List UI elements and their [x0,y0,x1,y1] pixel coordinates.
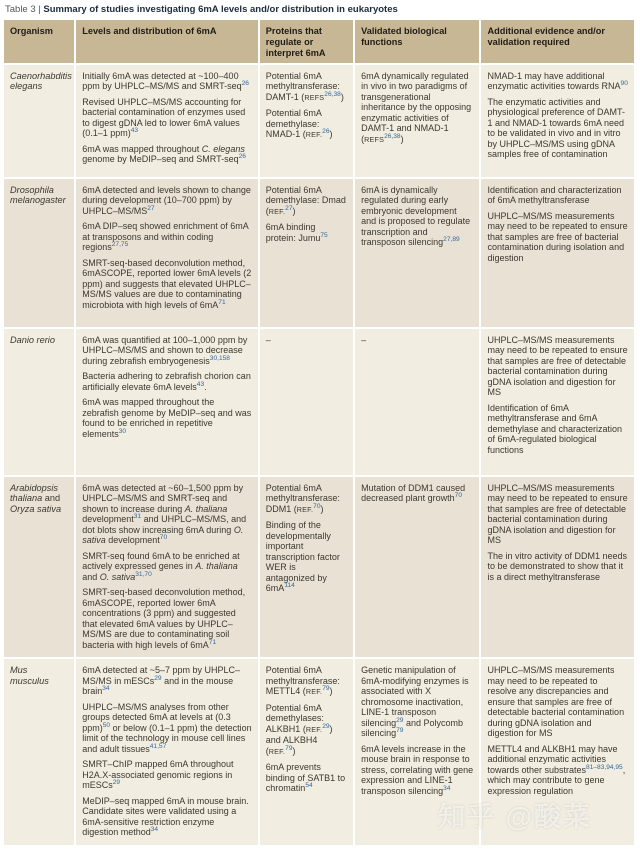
cell-organism [4,65,74,177]
species-name: O. sativa [99,571,136,582]
cell-levels [76,477,258,658]
species-name: O. sativa [82,524,244,546]
column-header-3: Proteins that regulate or interpret 6mA [260,20,353,63]
reference-link[interactable]: 70 [159,534,168,542]
ref-label: REFS [304,92,325,102]
reference-link[interactable]: 54 [305,782,313,790]
text-paragraph: – [361,334,367,345]
reference-link[interactable]: 29 [112,779,121,787]
reference-link[interactable]: 75 [320,231,328,239]
table-row [4,65,634,177]
species-name: C. elegans [201,143,245,154]
cell-functions [355,477,479,658]
text-paragraph: SMRT-seq-based deconvolution method, 6mASCOPE, reported lower 6mA concentrations (3 ppm) and suggested that elevated 6mA values by UHPLC–MS/MS are due to contaminating soil bacteria with high levels of 6mA$^{71}$ [82,587,246,650]
reference-link[interactable]: 41,57 [149,742,167,750]
cell-functions [355,65,479,177]
cell-organism [4,179,74,327]
reference-link[interactable]: 26,38 [384,132,401,140]
reference-link[interactable]: 26 [322,128,330,136]
species-name: Oryza sativa [10,503,62,514]
cell-additional [481,179,634,327]
table-row [4,477,634,658]
text-paragraph: Initially 6mA was detected at ~100–400 ppm by UHPLC–MS/MS and SMRT-seq$^{26}$ [82,70,249,92]
summary-table [2,18,636,847]
table-header-row [4,20,634,63]
text-paragraph: Potential 6mA demethylase: NMAD-1 (REF.$^{26}$) [265,108,333,140]
cell-functions [355,659,479,845]
text-paragraph: 6mA detected at ~5–7 ppm by UHPLC–MS/MS in mESCs$^{29}$ and in the mouse brain$^{34}$ [82,665,241,697]
cell-functions [355,179,479,327]
text-paragraph: SMRT-seq found 6mA to be enriched at actively expressed genes in A. thaliana and O. sativa$^{31,70}$ [82,550,240,582]
table-row [4,329,634,475]
column-header-1: Organism [4,20,74,63]
text-paragraph: 6mA is dynamically regulated during early embryonic development and is proposed to regulate transcription and transposon silencing$^{27,89}$ [361,184,471,248]
text-paragraph: UHPLC–MS/MS measurements may need to be repeated to ensure that samples are free of detectable bacterial contamination during gDNA isolation and digestion for MS [487,334,628,398]
reference-link[interactable]: 34 [443,784,451,792]
text-paragraph: Identification of 6mA methyltransferase and 6mA demethylase and characterization of 6mA-regulated biological functions [487,402,623,455]
cell-additional [481,477,634,658]
cell-proteins [260,659,353,845]
reference-link[interactable]: 29 [396,716,404,724]
reference-link[interactable]: 26,38 [324,90,341,98]
reference-link[interactable]: 30 [118,427,127,435]
watermark: 知乎 @酸菜 [438,802,592,832]
text-paragraph: Potential 6mA methyltransferase: DAMT-1 (REFS$^{26,38}$) [265,70,344,102]
reference-link[interactable]: 29 [322,722,330,730]
reference-link[interactable]: 70 [313,502,321,510]
species-name: Drosophila melanogaster [10,184,66,206]
reference-link[interactable]: 79 [322,685,330,693]
table-number: Table 3 | [5,4,44,15]
text-paragraph: 6mA DIP–seq showed enrichment of 6mA at transposons and within coding regions$^{27,75}$ [82,221,249,253]
ref-label: REF. [268,746,286,756]
text-paragraph: Potential 6mA methyltransferase: DDM1 (REF.$^{70}$) [265,482,340,514]
species-name: Arabidopsis thaliana [10,482,59,504]
text-paragraph: Identification and characterization of 6mA methyltransferase [487,184,622,206]
cell-levels [76,329,258,475]
reference-link[interactable]: 30,158 [209,354,230,362]
table-row [4,179,634,327]
ref-label: REF. [296,504,314,514]
text-paragraph: METTL4 and ALKBH1 may have additional enzymatic activities towards other substrates$^{81-83,94,95}$, which may contribute to gene expression regulation [487,743,626,796]
species-name: Caenorhabditis elegans [10,70,72,92]
species-name: Danio rerio [10,334,55,345]
text-paragraph: 6mA was mapped throughout the zebrafish genome by MeDIP–seq and was found to be enriched in repetitive elements$^{30}$ [82,397,252,439]
cell-proteins [260,329,353,475]
text-paragraph: 6mA was quantified at 100–1,000 ppm by UHPLC–MS/MS and shown to decrease during zebrafish embryogenesis$^{30,158}$ [82,334,248,366]
reference-link[interactable]: 43 [130,127,139,135]
column-header-4: Validated biological functions [355,20,479,63]
table-title-text: Summary of studies investigating 6mA levels and/or distribution in eukaryotes [43,4,398,15]
cell-proteins [260,477,353,658]
text-paragraph: SMRT–ChIP mapped 6mA throughout H2A.X-associated genomic regions in mESCs$^{29}$ [82,759,234,791]
cell-additional [481,329,634,475]
reference-link[interactable]: 50 [102,721,111,729]
text-paragraph: Revised UHPLC–MS/MS accounting for bacterial contamination of enzymes used to digest gDNA led to lower 6mA values (0.1–1 ppm)$^{43}$ [82,96,246,139]
text-paragraph: Mutation of DDM1 caused decreased plant growth$^{70}$ [361,482,466,504]
reference-link[interactable]: 27 [147,204,155,212]
text-paragraph: Potential 6mA demethylases: ALKBH1 (REF.$^{29}$) and ALKBH4 (REF.$^{79}$) [265,702,333,756]
text-paragraph: 6mA binding protein: Jumu$^{75}$ [265,222,328,243]
reference-link[interactable]: 70 [454,492,462,500]
text-paragraph: MeDIP–seq mapped 6mA in mouse brain. Candidate sites were validated using a 6mA-sensitive restriction enzyme digestion method$^{34}$ [82,795,249,838]
reference-link[interactable]: 71 [218,298,226,306]
reference-link[interactable]: 43 [196,380,205,388]
reference-link[interactable]: 29 [154,674,162,682]
cell-proteins [260,179,353,327]
text-paragraph: Bacteria adhering to zebrafish chorion can artificially elevate 6mA levels$^{43}$. [82,371,251,392]
cell-levels [76,179,258,327]
text-paragraph: 6mA levels increase in the mouse brain in response to stress, correlating with gene expression and LINE-1 transposon silencing$^{34}$ [361,743,474,796]
text-paragraph: Potential 6mA demethylase: Dmad (REF.$^{27}$) [265,184,346,216]
text-paragraph: Potential 6mA methyltransferase: METTL4 (REF.$^{79}$) [265,665,340,697]
text-paragraph: SMRT-seq-based deconvolution method, 6mASCOPE, reported lower 6mA levels (2 ppm) and suggests that elevated UHPLC–MS/MS values are due to contaminating microbiota with high levels of 6mA$^{71}$ [82,257,252,310]
reference-link[interactable]: 31 [133,513,142,521]
reference-link[interactable]: 27 [285,204,293,212]
text-paragraph: Binding of the developmentally important transcription factor WER is antagonized by 6mA$^{114}$ [265,520,340,594]
reference-link[interactable]: 27,75 [111,241,129,249]
ref-label: REFS [364,134,385,144]
cell-additional [481,65,634,177]
ref-label: REF. [305,724,323,734]
text-paragraph: 6mA was detected at ~60–1,500 ppm by UHPLC–MS/MS and SMRT-seq and shown to increase during A. thaliana development$^{31}$ and UHPLC–MS/MS, and dot blots show increasing 6mA during O. sativa development$^{70}$ [82,482,247,546]
cell-organism [4,329,74,475]
reference-link[interactable]: 27,89 [443,236,460,244]
reference-link[interactable]: 79 [396,727,404,735]
text-paragraph: UHPLC–MS/MS measurements may need to be repeated to ensure that samples are free of detectable bacterial contamination during gDNA isolation and digestion for MS [487,482,628,546]
text-paragraph: 6mA was mapped throughout C. elegans genome by MeDIP–seq and SMRT-seq$^{26}$ [82,143,246,165]
reference-link[interactable]: 31,70 [135,570,152,578]
cell-levels [76,659,258,845]
ref-label: REF. [305,130,323,140]
table-title [0,0,640,18]
text-paragraph: Genetic manipulation of 6mA-modifying enzymes is associated with X chromosome inactivation, LINE-1 transposon silencing$^{29}$ and Polycomb silencing$^{79}$ [361,665,469,739]
cell-organism: Arabidopsis thaliana and Oryza sativa [4,477,74,658]
table-row [4,659,634,845]
text-paragraph: 6mA prevents binding of SATB1 to chromatin$^{54}$ [265,762,346,794]
text-paragraph: UHPLC–MS/MS measurements may need to be repeated to resolve any discrepancies and ensure that samples are free of detectable bacterial contamination during gDNA isolation and digestion for MS [487,665,625,739]
reference-link[interactable]: 26 [238,153,246,161]
reference-link[interactable]: 71 [208,638,217,646]
cell-functions [355,329,479,475]
reference-link[interactable]: 90 [620,80,628,88]
text-paragraph: UHPLC–MS/MS analyses from other groups detected 6mA at levels at (0.3 ppm)$^{50}$ or below (0.1–1 ppm) the detection limit of the technology in mouse cell lines and adult tissues$^{41,57}$ [82,701,252,754]
text-paragraph: UHPLC–MS/MS measurements may need to be repeated to ensure that samples are free of bacterial contamination during isolation and digestion [487,210,628,263]
cell-additional [481,659,634,845]
cell-organism [4,659,74,845]
species-name: Mus musculus [10,665,49,686]
cell-proteins [260,65,353,177]
reference-link[interactable]: 81–83,94,95 [586,763,623,771]
column-header-5: Additional evidence and/or validation required [481,20,634,63]
text-paragraph: – [265,334,271,345]
reference-link[interactable]: 26 [241,80,249,88]
text-paragraph: The enzymatic activities and physiological preference of DAMT-1 and NMAD-1 towards 6mA need to be validated in vivo and in vitro by UHPLC–MS/MS using gDNA samples free of contamination [487,96,626,160]
text-paragraph: 6mA dynamically regulated in vivo in two paradigms of transgenerational inheritance by the opposing enzymatic activities of DAMT-1 and NMAD-1 (REFS$^{26,38}$) [361,70,472,144]
reference-link[interactable]: 34 [102,685,110,693]
reference-link[interactable]: 34 [150,826,159,834]
cell-levels [76,65,258,177]
ref-label: REF. [268,206,286,216]
ref-label: REF. [305,687,323,697]
column-header-2: Levels and distribution of 6mA [76,20,258,63]
reference-link[interactable]: 114 [284,582,295,590]
text-paragraph: The in vitro activity of DDM1 needs to be demonstrated to show that it is a direct methyltransferase [487,550,628,582]
reference-link[interactable]: 79 [285,744,293,752]
species-name: A. thaliana [184,503,228,514]
text-paragraph: NMAD-1 may have additional enzymatic activities towards RNA$^{90}$ [487,70,628,92]
species-name: A. thaliana [195,561,238,572]
text-paragraph: 6mA detected and levels shown to change during development (10–700 ppm) by UHPLC–MS/MS$^{27}$ [82,184,251,216]
